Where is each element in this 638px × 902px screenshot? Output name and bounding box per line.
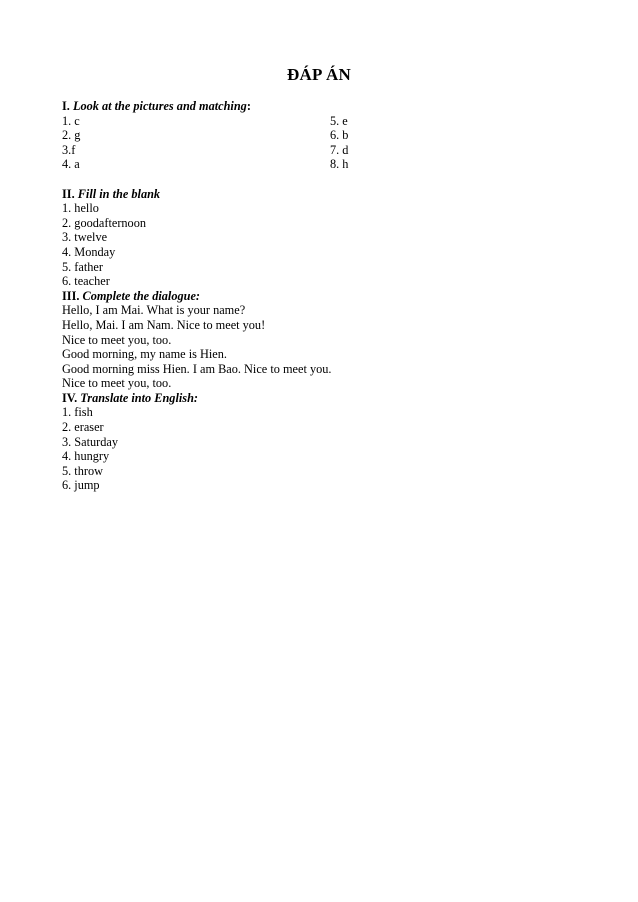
section-3-heading bbox=[62, 289, 582, 304]
section-3-number: III. bbox=[62, 288, 80, 303]
matching-answer-left: 4. a bbox=[62, 157, 80, 172]
matching-row bbox=[62, 143, 582, 158]
section-4-heading bbox=[62, 391, 582, 406]
translation-answer: 3. Saturday bbox=[62, 434, 119, 449]
translation-answer: 6. jump bbox=[62, 478, 100, 493]
section-2-heading bbox=[62, 187, 582, 202]
dialogue-line: Hello, I am Mai. What is your name? bbox=[62, 303, 246, 318]
matching-row bbox=[62, 128, 582, 143]
fill-blank-answer: 6. teacher bbox=[62, 274, 110, 289]
matching-answer-left: 2. g bbox=[62, 128, 81, 143]
fill-blank-answer: 1. hello bbox=[62, 201, 99, 216]
matching-answer-right: 6. b bbox=[330, 128, 349, 143]
fill-blank-answer: 2. goodafternoon bbox=[62, 215, 147, 230]
section-3-title: Complete the dialogue: bbox=[82, 288, 201, 303]
matching-row bbox=[62, 114, 582, 129]
section-1-title: Look at the pictures and matching bbox=[72, 99, 247, 113]
section-2-number: II. bbox=[62, 186, 75, 201]
matching-row bbox=[62, 157, 582, 172]
fill-blank-answer: 4. Monday bbox=[62, 244, 116, 259]
translation-answer: 1. fish bbox=[62, 405, 93, 420]
fill-blank-answer: 3. twelve bbox=[62, 230, 108, 245]
section-4-title: Translate into English: bbox=[80, 390, 198, 405]
matching-answer-left: 1. c bbox=[62, 113, 80, 128]
fill-blank-answer: 5. father bbox=[62, 259, 103, 274]
dialogue-line: Nice to meet you, too. bbox=[62, 376, 172, 391]
matching-answer-right: 8. h bbox=[330, 157, 349, 172]
answer-content bbox=[62, 99, 582, 493]
translation-answer: 4. hungry bbox=[62, 449, 110, 464]
matching-answer-right: 5. e bbox=[330, 113, 348, 128]
dialogue-line: Good morning miss Hien. I am Bao. Nice to meet you. bbox=[62, 361, 332, 376]
section-spacer bbox=[62, 172, 582, 187]
matching-answer-left: 3.f bbox=[62, 142, 76, 157]
dialogue-line: Nice to meet you, too. bbox=[62, 332, 172, 347]
section-1-heading bbox=[62, 99, 582, 114]
section-1-title-colon: : bbox=[246, 99, 251, 113]
section-4-number: IV. bbox=[62, 390, 78, 405]
translation-answer: 2. eraser bbox=[62, 420, 104, 435]
dialogue-line: Good morning, my name is Hien. bbox=[62, 347, 227, 362]
section-1-number: I. bbox=[62, 99, 70, 113]
dialogue-line: Hello, Mai. I am Nam. Nice to meet you! bbox=[62, 317, 266, 332]
translation-answer: 5. throw bbox=[62, 463, 103, 478]
page-title: ĐÁP ÁN bbox=[286, 65, 351, 84]
matching-answer-right: 7. d bbox=[330, 142, 349, 157]
section-2-title: Fill in the blank bbox=[77, 186, 161, 201]
